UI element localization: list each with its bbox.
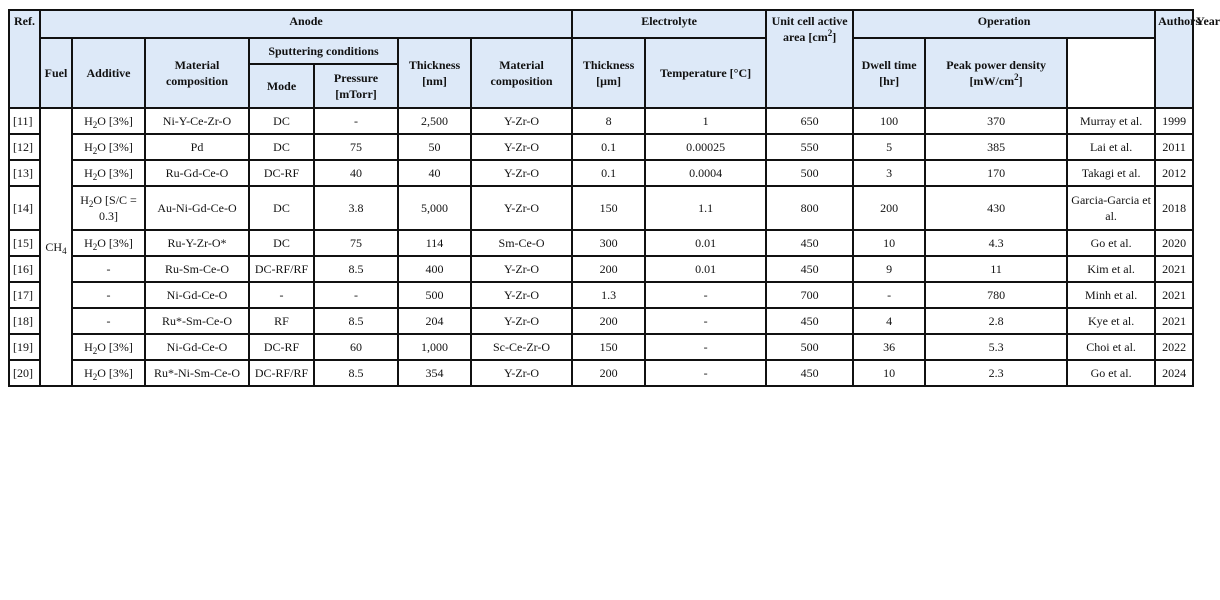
- cell-ref: [19]: [9, 334, 40, 360]
- cell-electrolyte-material: Y-Zr-O: [471, 282, 572, 308]
- cell-ref: [17]: [9, 282, 40, 308]
- cell-anode-material: Ru*-Ni-Sm-Ce-O: [145, 360, 249, 386]
- header-temperature: Temperature [°C]: [645, 38, 766, 108]
- cell-additive: $H_2O$ [S/C = 0.3]: [72, 186, 145, 230]
- cell-anode-material: Au-Ni-Gd-Ce-O: [145, 186, 249, 230]
- cell-dwell-time: 4: [853, 308, 925, 334]
- cell-electrolyte-thickness: 200: [572, 360, 645, 386]
- cell-authors: Takagi et al.: [1067, 160, 1155, 186]
- header-anode: Anode: [40, 10, 572, 38]
- cell-anode-thickness: 500: [398, 282, 471, 308]
- cell-electrolyte-material: Y-Zr-O: [471, 134, 572, 160]
- cell-anode-material: Ru-Y-Zr-O*: [145, 230, 249, 256]
- cell-mode: DC-RF: [249, 334, 314, 360]
- cell-authors: Minh et al.: [1067, 282, 1155, 308]
- cell-active-area: 1: [645, 108, 766, 134]
- table-row: [9, 230, 1193, 256]
- cell-ref: [13]: [9, 160, 40, 186]
- cell-active-area: -: [645, 334, 766, 360]
- cell-electrolyte-thickness: 200: [572, 308, 645, 334]
- cell-anode-material: Ni-Y-Ce-Zr-O: [145, 108, 249, 134]
- cell-year: 2020: [1155, 230, 1193, 256]
- cell-peak-power-density: 2.8: [925, 308, 1067, 334]
- table-row: [9, 256, 1193, 282]
- cell-dwell-time: 5: [853, 134, 925, 160]
- cell-additive: $H_2O$ [3%]: [72, 230, 145, 256]
- table-row: [9, 186, 1193, 230]
- cell-peak-power-density: 5.3: [925, 334, 1067, 360]
- header-pressure: Pressure [mTorr]: [314, 64, 398, 108]
- cell-peak-power-density: 385: [925, 134, 1067, 160]
- cell-active-area: -: [645, 282, 766, 308]
- cell-active-area: 0.01: [645, 256, 766, 282]
- cell-additive: $H_2O$ [3%]: [72, 134, 145, 160]
- cell-temperature: 700: [766, 282, 853, 308]
- cell-pressure: -: [314, 108, 398, 134]
- cell-year: 2021: [1155, 282, 1193, 308]
- cell-mode: RF: [249, 308, 314, 334]
- cell-electrolyte-material: Y-Zr-O: [471, 308, 572, 334]
- cell-anode-thickness: 114: [398, 230, 471, 256]
- cell-ref: [20]: [9, 360, 40, 386]
- cell-dwell-time: 36: [853, 334, 925, 360]
- cell-electrolyte-thickness: 1.3: [572, 282, 645, 308]
- table-container: [8, 9, 1220, 387]
- table-row: [9, 282, 1193, 308]
- cell-year: 1999: [1155, 108, 1193, 134]
- table-row: [9, 334, 1193, 360]
- cell-peak-power-density: 2.3: [925, 360, 1067, 386]
- cell-year: 2021: [1155, 256, 1193, 282]
- cell-dwell-time: 200: [853, 186, 925, 230]
- cell-temperature: 450: [766, 360, 853, 386]
- header-ref: Ref.: [9, 10, 40, 108]
- header-electrolyte-thickness: Thickness [μm]: [572, 38, 645, 108]
- cell-ref: [11]: [9, 108, 40, 134]
- cell-electrolyte-material: Y-Zr-O: [471, 108, 572, 134]
- header-active-area: Unit cell active area $[cm^2]$: [766, 10, 853, 108]
- header-anode-thickness: Thickness [nm]: [398, 38, 471, 108]
- cell-electrolyte-thickness: 0.1: [572, 160, 645, 186]
- header-operation: Operation: [853, 10, 1155, 38]
- cell-ref: [15]: [9, 230, 40, 256]
- cell-electrolyte-thickness: 150: [572, 334, 645, 360]
- cell-temperature: 650: [766, 108, 853, 134]
- header-fuel: Fuel: [40, 38, 72, 108]
- cell-electrolyte-material: Y-Zr-O: [471, 160, 572, 186]
- cell-pressure: 40: [314, 160, 398, 186]
- cell-anode-material: Ru-Gd-Ce-O: [145, 160, 249, 186]
- cell-year: 2011: [1155, 134, 1193, 160]
- header-peak-power-density: Peak power density $[mW/cm^2]$: [925, 38, 1067, 108]
- cell-ref: [12]: [9, 134, 40, 160]
- header-electrolyte-material: Material composition: [471, 38, 572, 108]
- cell-dwell-time: 9: [853, 256, 925, 282]
- cell-dwell-time: 10: [853, 360, 925, 386]
- cell-electrolyte-material: Sm-Ce-O: [471, 230, 572, 256]
- cell-temperature: 500: [766, 334, 853, 360]
- cell-authors: Lai et al.: [1067, 134, 1155, 160]
- cell-additive: -: [72, 256, 145, 282]
- cell-anode-thickness: 1,000: [398, 334, 471, 360]
- cell-additive: -: [72, 282, 145, 308]
- cell-pressure: 75: [314, 134, 398, 160]
- cell-electrolyte-thickness: 300: [572, 230, 645, 256]
- cell-anode-thickness: 2,500: [398, 108, 471, 134]
- cell-mode: DC: [249, 230, 314, 256]
- cell-mode: DC-RF: [249, 160, 314, 186]
- cell-anode-material: Ni-Gd-Ce-O: [145, 282, 249, 308]
- cell-temperature: 450: [766, 230, 853, 256]
- cell-year: 2022: [1155, 334, 1193, 360]
- cell-temperature: 450: [766, 308, 853, 334]
- cell-pressure: -: [314, 282, 398, 308]
- cell-anode-thickness: 5,000: [398, 186, 471, 230]
- cell-additive: -: [72, 308, 145, 334]
- cell-temperature: 450: [766, 256, 853, 282]
- header-mode: Mode: [249, 64, 314, 108]
- header-dwell-time: Dwell time [hr]: [853, 38, 925, 108]
- table-body: [9, 108, 1193, 386]
- cell-anode-material: Ru-Sm-Ce-O: [145, 256, 249, 282]
- cell-pressure: 8.5: [314, 360, 398, 386]
- table-row: [9, 360, 1193, 386]
- cell-anode-thickness: 50: [398, 134, 471, 160]
- cell-temperature: 550: [766, 134, 853, 160]
- cell-anode-thickness: 204: [398, 308, 471, 334]
- cell-electrolyte-thickness: 150: [572, 186, 645, 230]
- cell-mode: DC: [249, 108, 314, 134]
- header-sputtering: Sputtering conditions: [249, 38, 398, 64]
- cell-fuel: $CH_4$: [40, 108, 72, 386]
- cell-peak-power-density: 370: [925, 108, 1067, 134]
- table-row: [9, 134, 1193, 160]
- cell-year: 2021: [1155, 308, 1193, 334]
- cell-anode-material: Pd: [145, 134, 249, 160]
- cell-additive: $H_2O$ [3%]: [72, 360, 145, 386]
- cell-dwell-time: 10: [853, 230, 925, 256]
- cell-mode: DC-RF/RF: [249, 360, 314, 386]
- table-row: [9, 160, 1193, 186]
- cell-active-area: -: [645, 360, 766, 386]
- cell-peak-power-density: 170: [925, 160, 1067, 186]
- cell-temperature: 800: [766, 186, 853, 230]
- cell-year: 2012: [1155, 160, 1193, 186]
- cell-electrolyte-material: Y-Zr-O: [471, 186, 572, 230]
- cell-dwell-time: 100: [853, 108, 925, 134]
- cell-additive: $H_2O$ [3%]: [72, 108, 145, 134]
- cell-authors: Choi et al.: [1067, 334, 1155, 360]
- cell-pressure: 60: [314, 334, 398, 360]
- cell-dwell-time: 3: [853, 160, 925, 186]
- cell-anode-thickness: 354: [398, 360, 471, 386]
- cell-pressure: 75: [314, 230, 398, 256]
- table-row: [9, 308, 1193, 334]
- cell-year: 2018: [1155, 186, 1193, 230]
- cell-electrolyte-thickness: 0.1: [572, 134, 645, 160]
- cell-anode-material: Ni-Gd-Ce-O: [145, 334, 249, 360]
- cell-active-area: 0.0004: [645, 160, 766, 186]
- cell-authors: Go et al.: [1067, 230, 1155, 256]
- cell-anode-material: Ru*-Sm-Ce-O: [145, 308, 249, 334]
- cell-authors: Murray et al.: [1067, 108, 1155, 134]
- cell-peak-power-density: 4.3: [925, 230, 1067, 256]
- cell-pressure: 3.8: [314, 186, 398, 230]
- cell-pressure: 8.5: [314, 308, 398, 334]
- cell-peak-power-density: 11: [925, 256, 1067, 282]
- cell-authors: Kye et al.: [1067, 308, 1155, 334]
- cell-electrolyte-material: Y-Zr-O: [471, 256, 572, 282]
- cell-electrolyte-thickness: 8: [572, 108, 645, 134]
- cell-active-area: 0.01: [645, 230, 766, 256]
- cell-active-area: 1.1: [645, 186, 766, 230]
- cell-ref: [16]: [9, 256, 40, 282]
- cell-mode: -: [249, 282, 314, 308]
- cell-electrolyte-thickness: 200: [572, 256, 645, 282]
- cell-ref: [18]: [9, 308, 40, 334]
- cell-mode: DC: [249, 186, 314, 230]
- cell-peak-power-density: 780: [925, 282, 1067, 308]
- cell-additive: $H_2O$ [3%]: [72, 334, 145, 360]
- cell-active-area: 0.00025: [645, 134, 766, 160]
- cell-mode: DC: [249, 134, 314, 160]
- cell-authors: Garcia-Garcia et al.: [1067, 186, 1155, 230]
- cell-year: 2024: [1155, 360, 1193, 386]
- cell-electrolyte-material: Sc-Ce-Zr-O: [471, 334, 572, 360]
- table-row: [9, 108, 1193, 134]
- data-table: Ref. Anode Electrolyte Unit cell active area $[cm^2]$ Operation Authors Year Fuel Additive Material composition Sputtering conditions Thickness [nm] Material composition Thickness [μm] Temperature [°C] Dwell time [hr] Peak power density $[mW/cm^2]$ Mode Pressure [mTorr] [11] $CH_4$ $H_2O$ [3%] Ni-Y-Ce-Zr-O DC - 2,500 Y-Zr-O 8 1 650 100 370 Murray et al. 1999 [12] $H_2O$ [3%] Pd DC 75 50 Y-Zr-O 0.1 0.00025 550 5 385 Lai et al. 2011 [13] $H_2O$ [3%] Ru-Gd-Ce-O DC-RF 40 40 Y-Zr-O 0.1 0.0004 500 3 170 Takagi et al. 2012 [14] $H_2O$ [S/C = 0.3] Au-Ni-Gd-Ce-O DC 3.8 5,000 Y-Zr-O 150 1.1 800 200 430 Garcia-Garcia et al. 2018 [15] $H_2O$ [3%] Ru-Y-Zr-O* DC 75 114 Sm-Ce-O 300 0.01 450 10 4.3 Go et al. 2020 [16] - Ru-Sm-Ce-O DC-RF/RF 8.5 400 Y-Zr-O 200 0.01 450 9 11 Kim et al. 2021 [17] - Ni-Gd-Ce-O - - 500 Y-Zr-O 1.3 - 700 - 780 Minh et al. 2021 [18] - Ru*-Sm-Ce-O RF 8.5 204 Y-Zr-O 200 - 450 4 2.8 Kye et al. 2021 [19] $H_2O$ [3%] Ni-Gd-Ce-O DC-RF 60 1,000 Sc-Ce-Zr-O 150 - 500 36 5.3 Choi et al. 2022 [20] $H_2O$ [3%] Ru*-Ni-Sm-Ce-O DC-RF/RF 8.5 354 Y-Zr-O 200 - 450 10 2.3 Go et al. 2024: [8, 9, 1194, 387]
- header-additive: Additive: [72, 38, 145, 108]
- header-anode-material: Material composition: [145, 38, 249, 108]
- cell-mode: DC-RF/RF: [249, 256, 314, 282]
- cell-anode-thickness: 40: [398, 160, 471, 186]
- cell-authors: Kim et al.: [1067, 256, 1155, 282]
- header-authors: Authors: [1155, 10, 1193, 108]
- cell-ref: [14]: [9, 186, 40, 230]
- cell-anode-thickness: 400: [398, 256, 471, 282]
- cell-dwell-time: -: [853, 282, 925, 308]
- cell-authors: Go et al.: [1067, 360, 1155, 386]
- cell-additive: $H_2O$ [3%]: [72, 160, 145, 186]
- cell-active-area: -: [645, 308, 766, 334]
- cell-electrolyte-material: Y-Zr-O: [471, 360, 572, 386]
- cell-peak-power-density: 430: [925, 186, 1067, 230]
- header-electrolyte: Electrolyte: [572, 10, 766, 38]
- cell-pressure: 8.5: [314, 256, 398, 282]
- cell-temperature: 500: [766, 160, 853, 186]
